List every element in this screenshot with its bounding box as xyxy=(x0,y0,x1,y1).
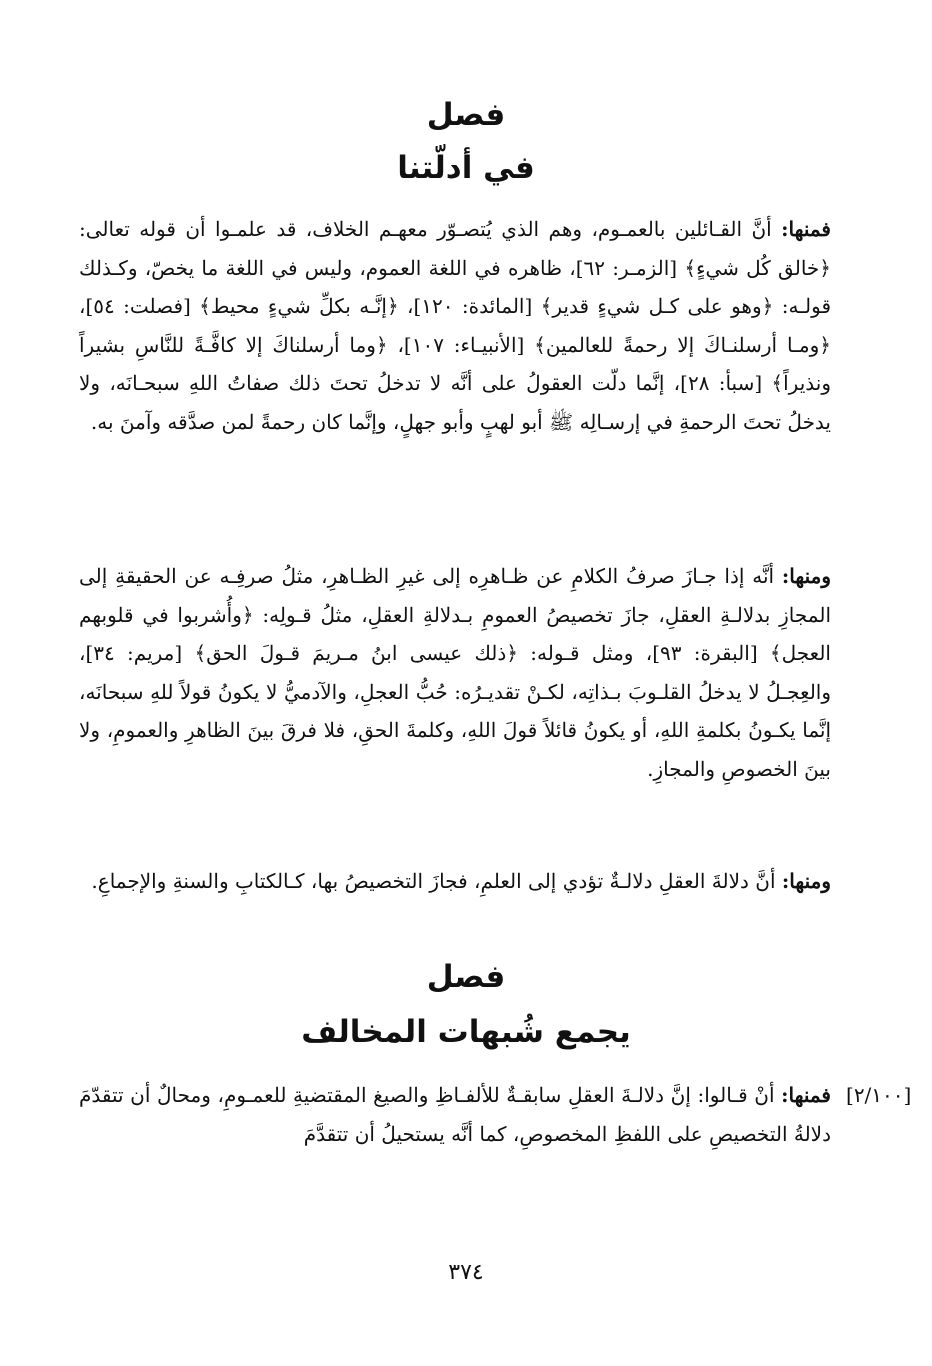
page-number: ٣٧٤ xyxy=(448,1260,484,1285)
section-subtitle: في أدلّتنا xyxy=(397,150,535,186)
section-title: فصل xyxy=(426,959,506,995)
paragraph-lead: ومنها: xyxy=(781,869,831,893)
section-subtitle: يجمع شُبهات المخالف xyxy=(301,1014,631,1050)
paragraph-text: أنَّه إذا جـازَ صرفُ الكلامِ عن ظـاهرِه إلى غيرِ الظـاهرِ، مثلُ صرفِـه عن الحقيقةِ إلى المجازِ بدلالـةِ العقلِ، جازَ تخصيصُ العمومِ بـدلالةِ العقلِ، مثلُ قـولِه: ﴿وأُشربوا في قلوبهم العجل﴾ [البقرة: ٩٣]، ومثل قـوله: ﴿ذلك عيسى ابنُ مـريمَ قـولَ الحق﴾ [مريم: ٣٤]، والعِجـلُ لا يدخلُ القلـوبَ بـذاتِه، لكـنْ تقديـرُه: حُبُّ العجلِ، والآدميُّ لا يكونُ قولاً للهِ سبحانَه، إنَّما يكـونُ بكلمةِ اللهِ، أو يكونُ قائلاً قولَ اللهِ، وكلمةَ الحقِ، فلا فرقَ بينَ الظاهرِ والعمومِ، ولا بينَ الخصوصِ والمجازِ. xyxy=(79,564,831,781)
paragraph-text: أنَّ دلالةَ العقلِ دلالـةٌ تؤدي إلى العلمِ، فجازَ التخصيصُ بها، كـالكتابِ والسنةِ والإجماعِ. xyxy=(91,869,782,893)
margin-reference: [٢/١٠٠] xyxy=(846,1083,912,1107)
paragraph xyxy=(79,557,831,788)
paragraph-text: أنَّ القـائلين بالعمـوم، وهم الذي يُتصـوّر معهـم الخلاف، قد علمـوا أن قوله تعالى: ﴿خالق كُل شيءٍ﴾ [الزمـر: ٦٢]، ظاهره في اللغة العموم، وليس في اللغة ما يخصّ، وكـذلك قولـه: ﴿وهو على كـل شيءٍ قدير﴾ [المائدة: ١٢٠]، ﴿إنَّـه بكلِّ شيءٍ محيط﴾ [فصلت: ٥٤]، ﴿ومـا أرسلنـاكَ إلا رحمةً للعالمين﴾ [الأنبيـاء: ١٠٧]، ﴿وما أرسلناكَ إلا كافَّـةً للنَّاسِ بشيراً ونذيراً﴾ [سبأ: ٢٨]، إنَّما دلّت العقولُ على أنَّه لا تدخلُ تحتَ ذلك صفاتُ اللهِ سبحـانَه، ولا يدخلُ تحتَ الرحمةِ في إرسـالِه ﷺ أبو لهبٍ وأبو جهلٍ، وإنَّما كان رحمةً لمن صدَّقه وآمنَ به. xyxy=(79,217,832,434)
section-title: فصل xyxy=(426,97,506,133)
paragraph xyxy=(79,862,831,901)
paragraph-lead: ومنها: xyxy=(781,564,831,588)
paragraph-text: أنْ قـالوا: إنَّ دلالـةَ العقلِ سابقـةٌ للألفـاظِ والصيغ المقتضيةِ للعمـومِ، ومحالٌ أن تتقدّمَ دلالةُ التخصيصِ على اللفظِ المخصوصِ، كما أنَّه يستحيلُ أن تتقدَّمَ xyxy=(79,1083,831,1146)
paragraph-lead: فمنها: xyxy=(781,1083,831,1107)
paragraph-lead: فمنها: xyxy=(781,217,831,241)
paragraph xyxy=(79,210,831,441)
paragraph xyxy=(79,1076,831,1153)
